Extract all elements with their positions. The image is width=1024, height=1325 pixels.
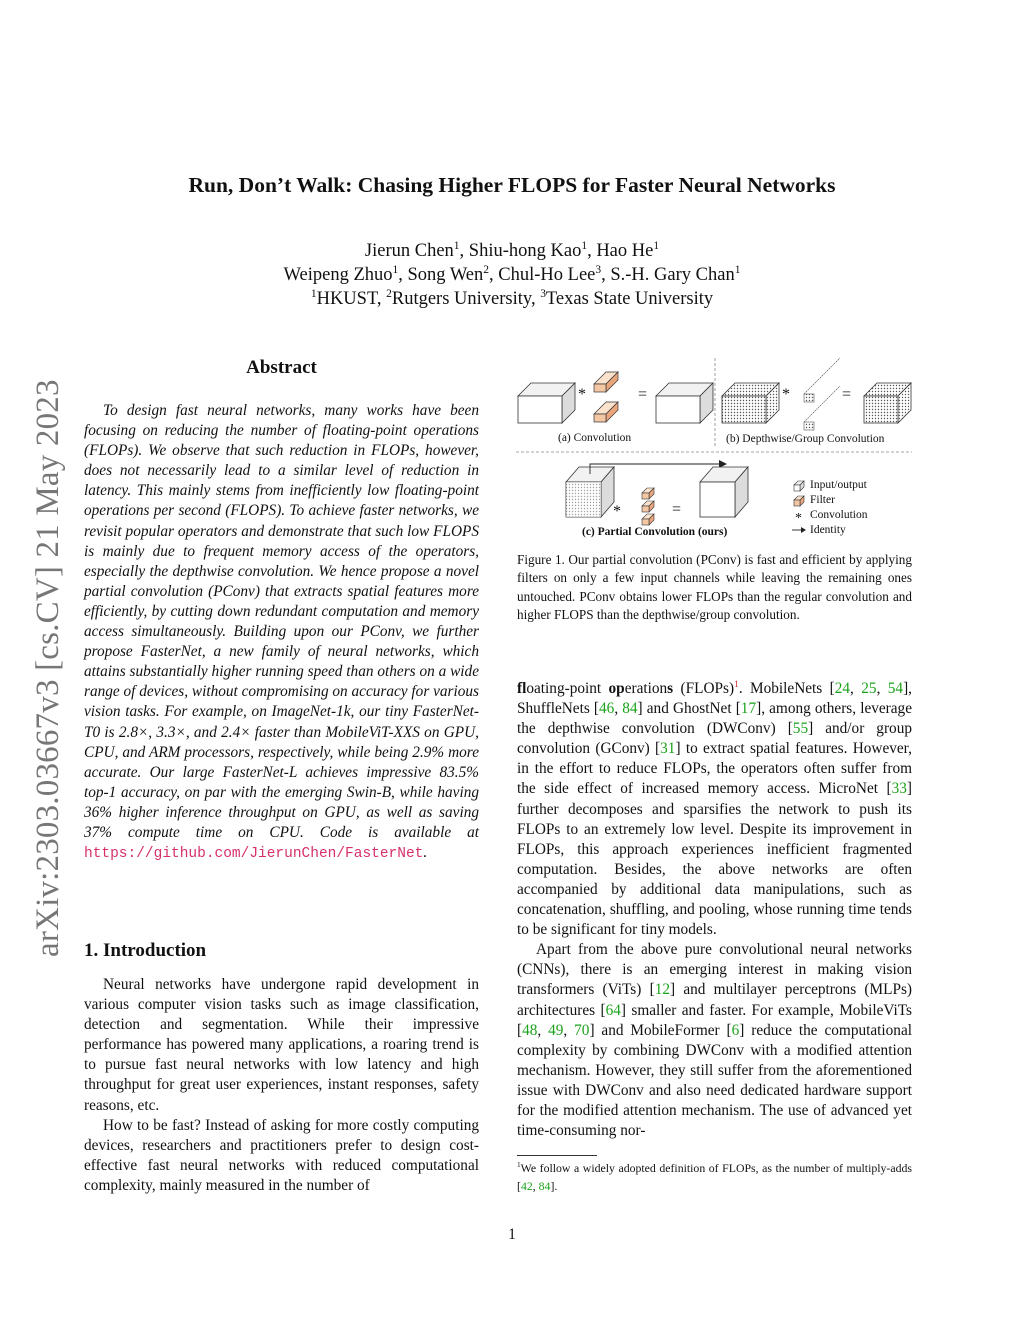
label-partial-convolution: (c) Partial Convolution (ours) (582, 526, 728, 538)
citation-link[interactable]: 64 (605, 1001, 621, 1019)
right-column-body (517, 679, 912, 1141)
author-affil-mark: 1 (453, 239, 460, 252)
legend-identity-arrow-icon (792, 527, 806, 533)
author-name: Hao He (596, 241, 654, 261)
flops-acronym-letter: fl (517, 680, 527, 697)
affiliation: HKUST (316, 289, 377, 309)
legend-identity: Identity (810, 524, 846, 536)
author-name: Shiu-hong Kao (468, 241, 582, 261)
equals-sign: = (638, 386, 648, 403)
equals-sign: = (672, 501, 682, 518)
affil-mark: 1 (310, 287, 317, 300)
pconv-output-block (700, 467, 748, 517)
text-run: ] and GhostNet [ (637, 700, 741, 718)
footnote-rule (517, 1155, 597, 1156)
figure-1 (514, 354, 914, 544)
text-run: ] further decomposes and sparsifies the network to push its FLOPs to an extremely low level. Despite its improvement in FLOPs, this approach experiences inefficient fragmented computation. Besides, the above networks are often accompanied by additional data manipulations, such as concatenation, shuffling, and pooling, whose running time tends to be significant for tiny models. (517, 780, 912, 939)
citation-link[interactable]: 42 (520, 1178, 533, 1193)
intro-paragraph-2: How to be fast? Instead of asking for more costly computing devices, researchers and practitioners prefer to design cost-effective fast neural networks with reduced computational complexity, mainly measured in the number of (84, 1116, 479, 1194)
label-depthwise-group-convolution: (b) Depthwise/Group Convolution (726, 433, 885, 445)
text-run: ] and MobileFormer [ (589, 1021, 732, 1039)
label-convolution: (a) Convolution (558, 432, 632, 444)
author-name: S.-H. Gary Chan (610, 265, 735, 285)
author-name: Chul-Ho Lee (498, 265, 596, 285)
code-link[interactable]: https://github.com/JierunChen/FasterNet (84, 846, 424, 863)
author-line-2: Weipeng Zhuo$^1$, Song Wen$^2$, Chul-Ho Lee$^3$, S.-H. Gary Chan$^1$ (283, 263, 741, 285)
text-run: ], among others, leverage the depthwise convolution (DWConv) [ (517, 700, 912, 738)
legend-input-output: Input/output (810, 479, 867, 491)
text-run: ], ShuffleNets [ (517, 680, 912, 718)
author-affil-mark: 2 (483, 263, 490, 276)
legend-filter: Filter (810, 494, 835, 506)
affil-mark: 3 (540, 287, 546, 300)
paper-title: Run, Don’t Walk: Chasing Higher FLOPS for Faster Neural Networks (188, 173, 836, 197)
text-run: ] and/or group convolution (GConv) [ (517, 720, 912, 758)
conv-filter-stack (594, 372, 618, 422)
abstract-text (84, 401, 479, 864)
text-run: . MobileNets [ (738, 680, 835, 697)
footnote-number: 1 (517, 1160, 521, 1170)
affiliation: Texas State University (545, 289, 714, 309)
dwconv-output-block (864, 383, 911, 423)
citation-link[interactable]: 48 (522, 1021, 538, 1039)
author-name: Jierun Chen (364, 241, 454, 261)
text-run: ] reduce the computational complexity by combining DWConv with a modified attention mechanism. However, they still suffer from the aforementioned issue with DWConv and also need dedicated hardware support for the modified attention mechanism. The use of advanced yet time-consuming nor- (517, 1021, 912, 1140)
citation-link[interactable]: 49 (548, 1021, 564, 1039)
footnote-text: We follow a widely adopted definition of FLOPs, as the number of multiply-adds [ (517, 1161, 912, 1193)
legend-convolution-icon: * (795, 511, 802, 526)
text-run: (FLOPs) (673, 680, 735, 697)
intro-paragraph-1: Neural networks have undergone rapid development in various computer vision tasks such as image classification, detection and segmentation. While their impressive performance has powered many applications, a roaring trend is to pursue fast neural networks with low latency and high throughput for great user experiences, instant responses, safety reasons, etc. (84, 976, 479, 1114)
figure-legend (792, 479, 868, 536)
author-affil-mark: 1 (734, 263, 741, 276)
author-name: Weipeng Zhuo (283, 265, 393, 285)
affiliation: Rutgers University (391, 289, 531, 309)
citation-link[interactable]: 84 (622, 700, 638, 718)
citation-link[interactable]: 84 (538, 1178, 551, 1193)
dwconv-filter-stack (804, 358, 840, 430)
page-number: 1 (508, 1226, 516, 1243)
arxiv-identifier: arXiv:2303.03667v3 [cs.CV] 21 May 2023 (30, 379, 66, 957)
author-affil-mark: 1 (653, 239, 660, 252)
text-run: oating-point (526, 680, 609, 697)
footnote-marker[interactable]: 1 (734, 679, 739, 690)
convolution-operator: * (578, 386, 586, 403)
author-affil-mark: 1 (581, 239, 588, 252)
citation-link[interactable]: 6 (731, 1021, 740, 1039)
figure-1-caption: Figure 1. Our partial convolution (PConv) is fast and efficient by applying filters on only a few input channels while leaving the remaining ones untouched. PConv obtains lower FLOPs than the regular convolution and higher FLOPS than the depthwise/group convolution. (517, 552, 912, 622)
citation-link[interactable]: 55 (792, 720, 809, 738)
author-name: Song Wen (407, 265, 484, 285)
legend-convolution: Convolution (810, 509, 868, 521)
text-run: ] to extract spatial features. However, in the effort to reduce FLOPs, the operators often suffer from the side effect of increased memory access. MicroNet [ (517, 740, 912, 798)
dwconv-input-block (722, 383, 779, 423)
convolution-operator: * (782, 386, 790, 403)
text-run: Apart from the above pure convolutional neural networks (CNNs), there is an emerging interest in making vision transformers (ViTs) [ (517, 941, 912, 999)
right-paragraph-1: floating-point operations (FLOPs)$^1$. MobileNets [24, 25, 54], ShuffleNets [46, 84] and GhostNet [17], among others, leverage the depthwise convolution (DWConv) [55] and/or group convolution (GConv) [31] to extract spatial features. However, in the effort to reduce FLOPs, the operators often suffer from the side effect of increased memory access. MicroNet [33] further decomposes and sparsifies the network to push its FLOPs to an extremely low level. Despite its improvement in FLOPs, this approach experiences inefficient fragmented computation. Besides, the above networks are often accompanied by additional data manipulations, such as concatenation, shuffling, and pooling, whose running time tends to be significant for tiny models. (517, 679, 912, 939)
pconv-input-block (566, 467, 614, 517)
text-run: eration (624, 680, 668, 697)
author-line-1: Jierun Chen$^1$, Shiu-hong Kao$^1$, Hao He$^1$ (364, 239, 660, 261)
citation-link[interactable]: 24 (834, 680, 851, 697)
citation-link[interactable]: 12 (654, 981, 670, 999)
citation-link[interactable]: 46 (599, 700, 615, 718)
citation-link[interactable]: 54 (887, 680, 904, 697)
right-paragraph-2: Apart from the above pure convolutional neural networks (CNNs), there is an emerging interest in making vision transformers (ViTs) [12] and multilayer perceptrons (MLPs) architectures [64] smaller and faster. For example, MobileViTs [48, 49, 70] and MobileFormer [6] reduce the computational complexity by combining DWConv with a modified attention mechanism. However, they still suffer from the aforementioned issue with DWConv and also need dedicated hardware support for the modified attention mechanism. The use of advanced yet time-consuming nor- (517, 941, 913, 1140)
flops-acronym-letter: op (608, 680, 625, 697)
author-affil-mark: 1 (392, 263, 399, 276)
author-affil-mark: 3 (595, 263, 602, 276)
arxiv-stamp (26, 340, 66, 960)
abstract-heading: Abstract (246, 357, 317, 378)
citation-link[interactable]: 33 (891, 780, 907, 798)
legend-filter-icon (794, 496, 804, 506)
conv-input-block (518, 383, 575, 423)
citation-link[interactable]: 70 (574, 1021, 590, 1039)
citation-link[interactable]: 17 (740, 700, 757, 718)
legend-input-output-icon (794, 481, 804, 491)
affil-mark: 2 (386, 287, 392, 300)
abstract-body-text: To design fast neural networks, many works have been focusing on reducing the number of floating-point operations (FLOPs). We observe that such reduction in FLOPs, however, does not necessarily lead to a similar level of reduction in latency. This mainly stems from inefficiently low floating-point operations per second (FLOPS). To achieve faster networks, we revisit popular operators and demonstrate that such low FLOPS is mainly due to frequent memory access of the operators, especially the depthwise convolution. We hence propose a novel partial convolution (PConv) that extracts spatial features more efficiently, by cutting down redundant computation and memory access simultaneously. Building upon our PConv, we further propose FasterNet, a new family of neural networks, which attains substantially higher running speed than others on a wide range of devices, without compromising on accuracy for various vision tasks. For example, on ImageNet-1k, our tiny FasterNet-T0 is 2.8×, 3.3×, and 2.4× faster than MobileViT-XXS on GPU, CPU, and ARM processors, respectively, while being 2.9% more accurate. Our large FasterNet-L achieves impressive 83.5% top-1 accuracy, on par with the emerging Swin-B, while having 36% higher inference throughput on GPU, as well as saving 37% compute time on CPU. Code is available at (84, 402, 479, 841)
affiliations: $^1$HKUST, $^2$Rutgers University, $^3$Texas State University (310, 287, 714, 309)
pconv-filter-stack (642, 488, 654, 525)
intro-body (84, 975, 479, 1196)
citation-link[interactable]: 25 (861, 680, 877, 697)
section-heading-introduction: 1. Introduction (84, 940, 207, 961)
conv-output-block (656, 383, 713, 423)
equals-sign: = (842, 386, 852, 403)
footnote-end: ]. (550, 1178, 558, 1193)
abstract-end: . (423, 844, 428, 862)
flops-acronym-letter: s (667, 680, 674, 697)
convolution-operator: * (613, 503, 621, 520)
text-run: ] smaller and faster. For example, MobileViTs [ (517, 1001, 912, 1039)
citation-link[interactable]: 31 (660, 740, 676, 758)
text-run: ] and multilayer perceptrons (MLPs) architectures [ (517, 981, 913, 1019)
footnote: $^1$We follow a widely adopted definition of FLOPs, as the number of multiply-adds [42, 84]. (517, 1160, 912, 1193)
